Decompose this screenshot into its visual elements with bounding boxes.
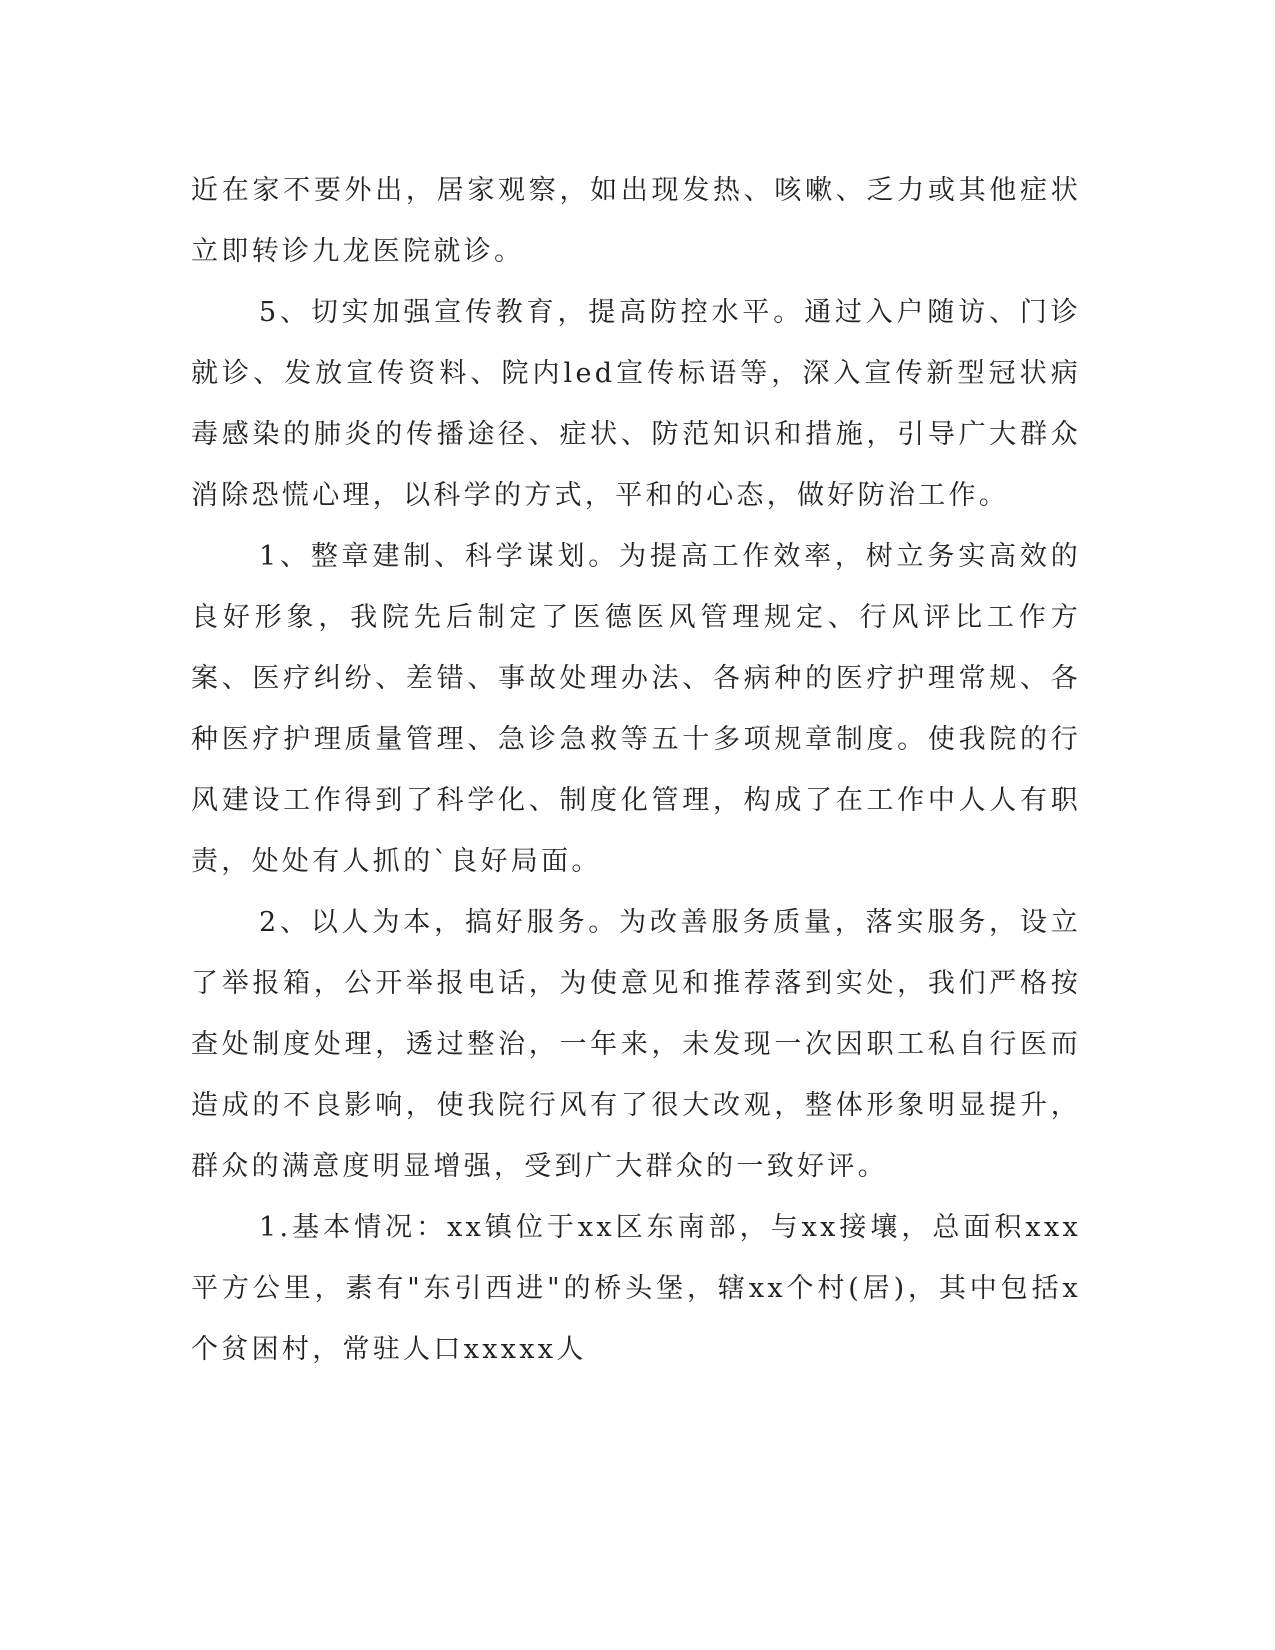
paragraph-people-service: 2、以人为本，搞好服务。为改善服务质量，落实服务，设立了举报箱，公开举报电话，为使意见和推荐落到实处，我们严格按查处制度处理，透过整治，一年来，未发现一次因职工私自行医而造成的不良影响，使我院行风有了很大改观，整体形象明显提升，群众的满意度明显增强，受到广大群众的一致好评。 (191, 907, 1081, 1182)
paragraph-basic-situation: 1.基本情况：xx镇位于xx区东南部，与xx接壤，总面积xxx平方公里，素有"东引西进"的桥头堡，辖xx个村(居)，其中包括x个贫困村，常驻人口xxxxx人 (191, 1212, 1081, 1365)
paragraph-continuation: 近在家不要外出，居家观察，如出现发热、咳嗽、乏力或其他症状立即转诊九龙医院就诊。 (191, 175, 1081, 267)
document-body (191, 160, 1081, 1380)
paragraph-rules-planning: 1、整章建制、科学谋划。为提高工作效率，树立务实高效的良好形象，我院先后制定了医德医风管理规定、行风评比工作方案、医疗纠纷、差错、事故处理办法、各病种的医疗护理常规、各种医疗护理质量管理、急诊急救等五十多项规章制度。使我院的行风建设工作得到了科学化、制度化管理，构成了在工作中人人有职责，处处有人抓的`良好局面。 (191, 541, 1081, 877)
paragraph-publicity-education: 5、切实加强宣传教育，提高防控水平。通过入户随访、门诊就诊、发放宣传资料、院内led宣传标语等，深入宣传新型冠状病毒感染的肺炎的传播途径、症状、防范知识和措施，引导广大群众消除恐慌心理，以科学的方式，平和的心态，做好防治工作。 (191, 297, 1081, 511)
